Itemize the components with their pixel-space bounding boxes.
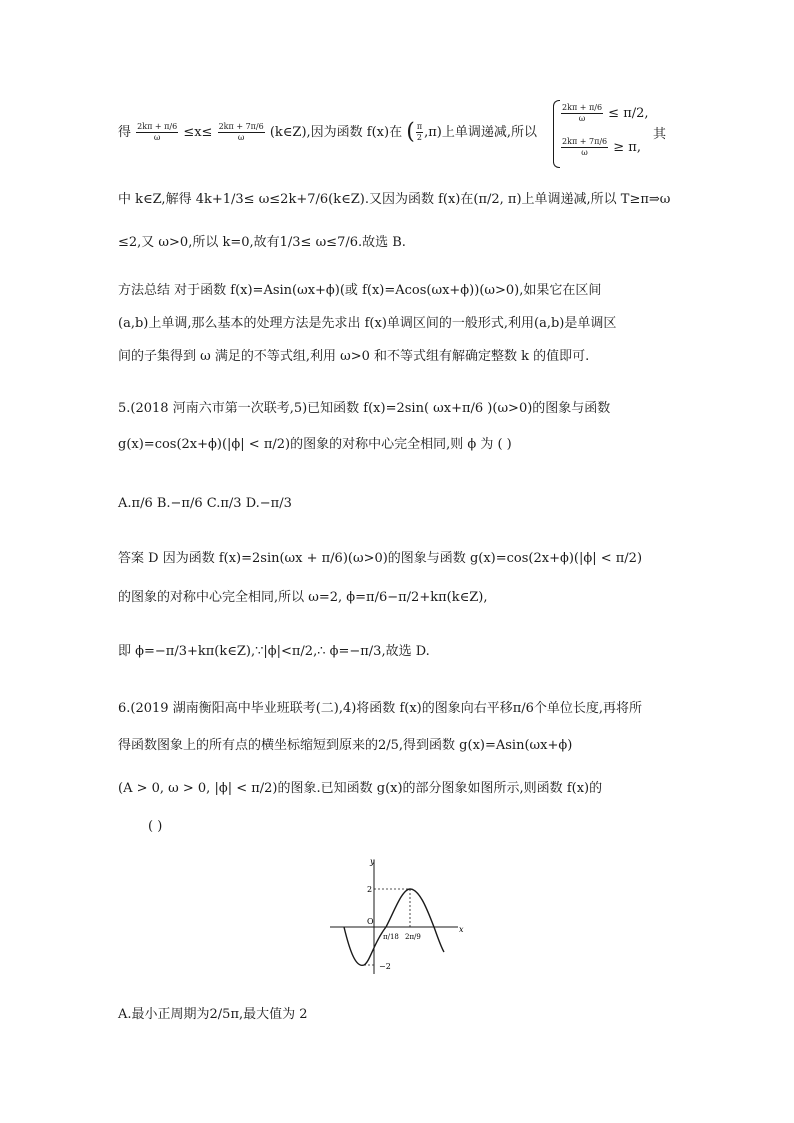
x-axis-label: x <box>459 925 464 934</box>
solution-line-3: ≤2,又 ω>0,所以 k=0,故有1/3≤ ω≤7/6.故选 B. <box>118 235 406 250</box>
line1-mid: ≤x≤ <box>183 125 213 140</box>
answer-5-line-3: 即 ϕ=−π/3+kπ(k∈Z),∵|ϕ|<π/2,∴ ϕ=−π/3,故选 D. <box>118 644 430 659</box>
answer-5-line-2: 的图象的对称中心完全相同,所以 ω=2, ϕ=π/6−π/2+kπ(k∈Z), <box>118 590 488 605</box>
summary-line-3: 间的子集得到 ω 满足的不等式组,利用 ω>0 和不等式组有解确定整数 k 的值即可. <box>118 349 590 364</box>
frac-upper-bound: $\frac{2k\pi + 7\pi/6}{\omega}$ <box>218 122 264 142</box>
solution-line-2: 中 k∈Z,解得 4k+1/3≤ ω≤2k+7/6(k∈Z).又因为函数 f(x)在(π/2, π)上单调递减,所以 T≥π⇒ω <box>118 192 671 207</box>
solution-line-1 <box>118 119 537 145</box>
ymax-label: 2 <box>367 885 373 894</box>
system-rel-2: ≥ π, <box>613 140 641 155</box>
frac-system-1: $\frac{2k\pi + \pi/6}{\omega}$ <box>562 103 603 123</box>
system-rel-1: ≤ π/2, <box>608 106 649 121</box>
line1-text2: ,π)上单调递减,所以 <box>424 125 537 140</box>
y-axis-label: y <box>370 857 375 866</box>
summary-line-1: 方法总结 对于函数 f(x)=Asin(ωx+ϕ)(或 f(x)=Acos(ωx+ϕ))(ω>0),如果它在区间 <box>118 283 602 298</box>
question-5-line-1: 5.(2018 河南六市第一次联考,5)已知函数 f(x)=2sin( ωx+π/6 )(ω>0)的图象与函数 <box>118 401 611 416</box>
line1-tail: 其 <box>653 127 667 142</box>
x2-tick-label: 2π/9 <box>405 933 421 941</box>
line1-pre: 得 <box>118 125 132 140</box>
system-brace <box>553 100 560 168</box>
question-5-line-2: g(x)=cos(2x+ϕ)(|ϕ| < π/2)的图象的对称中心完全相同,则 ϕ 为 ( ) <box>118 437 512 452</box>
question-6-line-2: 得函数图象上的所有点的横坐标缩短到原来的2/5,得到函数 g(x)=Asin(ωx+ϕ) <box>118 738 573 753</box>
system-row-1 <box>560 103 649 124</box>
line1-text: (k∈Z),因为函数 f(x)在 <box>269 125 403 140</box>
question-6-line-4: ( ) <box>148 819 163 834</box>
frac-lower-bound: $\frac{2k\pi + \pi/6}{\omega}$ <box>137 122 178 142</box>
frac-system-2: $\frac{2k\pi + 7\pi/6}{\omega}$ <box>562 137 608 157</box>
question-5-options: A.π/6 B.−π/6 C.π/3 D.−π/3 <box>118 496 292 511</box>
sine-graph <box>328 852 468 977</box>
x1-tick-label: π/18 <box>383 933 399 941</box>
origin-label: O <box>367 917 374 926</box>
question-6-option-a: A.最小正周期为2/5π,最大值为 2 <box>118 1007 308 1022</box>
question-6-line-1: 6.(2019 湖南衡阳高中毕业班联考(二),4)将函数 f(x)的图象向右平移π/6个单位长度,再将所 <box>118 701 643 716</box>
ymin-label: −2 <box>379 962 391 971</box>
answer-5-line-1: 答案 D 因为函数 f(x)=2sin(ωx + π/6)(ω>0)的图象与函数 g(x)=cos(2x+ϕ)(|ϕ| < π/2) <box>118 551 643 566</box>
paren-open: ( <box>406 119 415 145</box>
frac-interval: $\frac{\pi}{2}$ <box>416 122 423 142</box>
system-row-2 <box>560 137 641 158</box>
question-6-line-3: (A > 0, ω > 0, |ϕ| < π/2)的图象.已知函数 g(x)的部分图象如图所示,则函数 f(x)的 <box>118 781 603 796</box>
summary-line-2: (a,b)上单调,那么基本的处理方法是先求出 f(x)单调区间的一般形式,利用(a,b)是单调区 <box>118 316 617 331</box>
